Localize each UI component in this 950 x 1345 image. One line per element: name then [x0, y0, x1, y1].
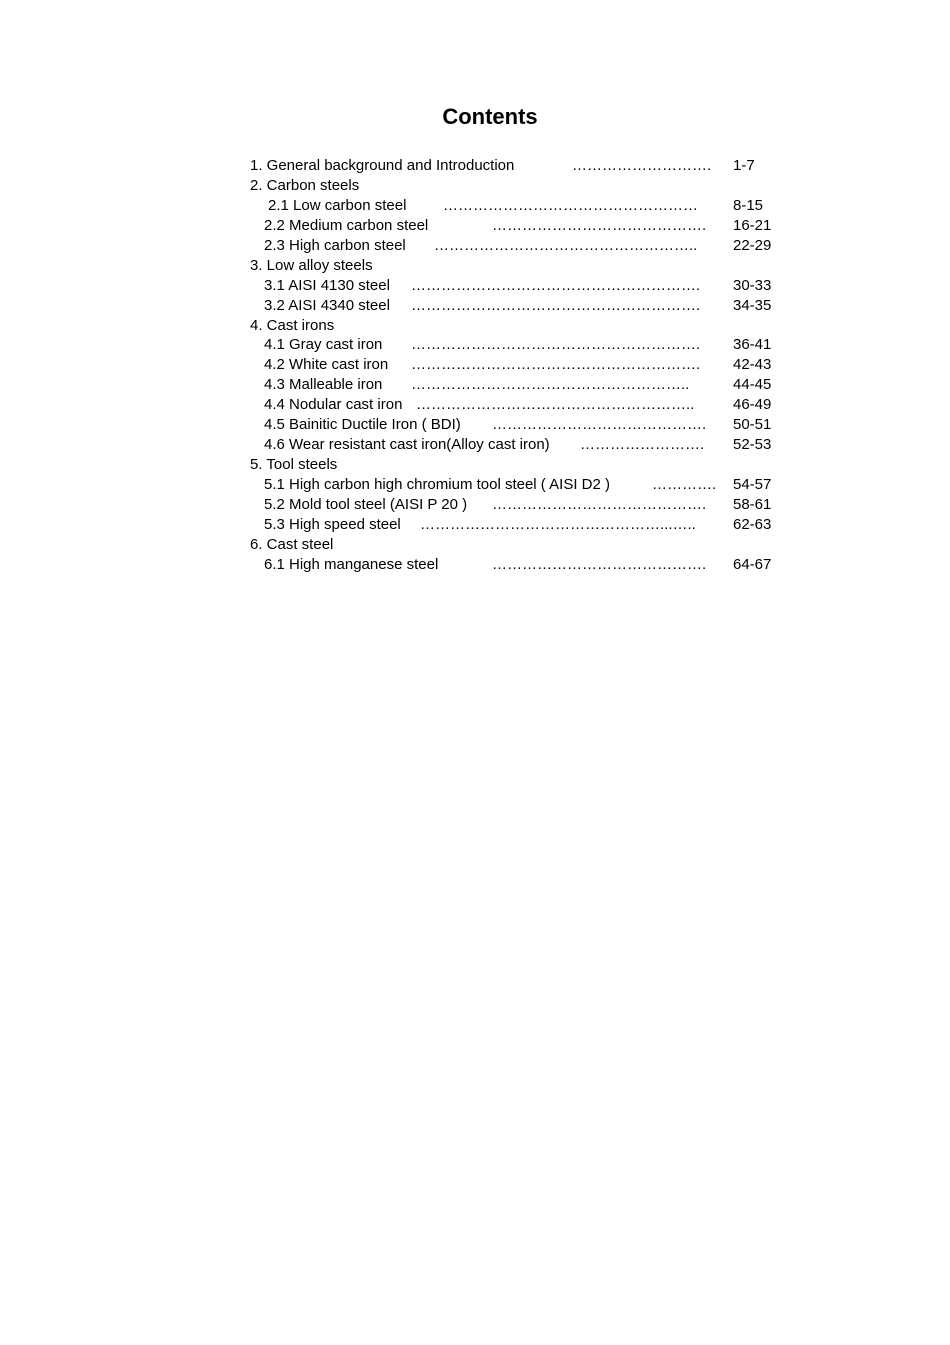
toc-page-number: 44-45: [733, 376, 772, 394]
toc-leader-dots: …………………….: [580, 436, 705, 454]
toc-entry-label: 2.1 Low carbon steel: [268, 196, 407, 214]
toc-entry: [250, 156, 780, 176]
toc-page-number: 30-33: [733, 276, 772, 294]
toc-entry: [250, 216, 780, 236]
toc-page-number: 64-67: [733, 555, 772, 573]
toc-leader-dots: …………………………………….: [492, 416, 707, 434]
toc-leader-dots: ……………………………………………..: [434, 236, 698, 254]
toc-entry: [250, 176, 780, 196]
toc-entry-label: 3.1 AISI 4130 steel: [264, 276, 390, 294]
toc-entry-label: 4. Cast irons: [250, 316, 335, 334]
toc-entry: [250, 335, 780, 355]
toc-entry-label: 1. General background and Introduction: [250, 157, 515, 174]
toc-entry-label: 5.2 Mold tool steel (AISI P 20 ): [264, 495, 468, 513]
toc-entry-label: 4.4 Nodular cast iron: [264, 396, 403, 414]
toc-leader-dots: ………………………………………………….: [411, 276, 701, 294]
toc-leader-dots: ……………………….: [572, 157, 712, 174]
toc-leader-dots: ………………………………………………….: [411, 356, 701, 374]
toc-entry-label: 2.3 High carbon steel: [264, 236, 406, 254]
toc-entry: [250, 296, 780, 316]
toc-page-number: 42-43: [733, 356, 772, 374]
toc-entry-label: 5. Tool steels: [250, 456, 338, 474]
toc-leader-dots: …………………………………….: [492, 216, 707, 234]
toc-entry: [250, 495, 780, 515]
toc-page-number: 22-29: [733, 236, 772, 254]
toc-entry: [250, 535, 780, 555]
toc-entry-label: 4.6 Wear resistant cast iron(Alloy cast iron): [264, 436, 550, 454]
toc-page-number: 46-49: [733, 396, 772, 414]
toc-entry: [250, 236, 780, 256]
toc-entry-label: 5.1 High carbon high chromium tool steel ( AISI D2 ): [264, 476, 610, 493]
toc-leader-dots: ………………………………………………….: [411, 296, 701, 314]
toc-entry: [250, 435, 780, 455]
toc-entry-label: 6.1 High manganese steel: [264, 555, 439, 573]
toc-entry: [250, 276, 780, 296]
toc-page-number: 58-61: [733, 495, 772, 513]
toc-leader-dots: ……………………………………………: [443, 196, 698, 214]
toc-page-number: 54-57: [733, 476, 772, 493]
toc-entry-label: 2.2 Medium carbon steel: [264, 216, 429, 234]
toc-page-number: 1-7: [733, 157, 755, 174]
toc-entry-label: 4.2 White cast iron: [264, 356, 389, 374]
toc-entry-label: 3. Low alloy steels: [250, 256, 373, 274]
toc-entry: [250, 316, 780, 336]
toc-leader-dots: ………………………………………………..: [411, 376, 690, 394]
toc-leader-dots: ………………………………………………..: [416, 396, 695, 414]
toc-entry: [250, 395, 780, 415]
toc-leader-dots: …………………………………….: [492, 555, 707, 573]
toc-page-number: 36-41: [733, 336, 772, 354]
toc-entry: [250, 415, 780, 435]
toc-page-number: 34-35: [733, 296, 772, 314]
toc-entry: [250, 375, 780, 395]
toc-page-number: 8-15: [733, 196, 764, 214]
toc-entry: [250, 196, 780, 216]
toc-entry-label: 3.2 AISI 4340 steel: [264, 296, 390, 314]
toc-leader-dots: …………………………………………...…..: [420, 515, 696, 533]
toc-page-number: 52-53: [733, 436, 772, 454]
toc-entry-label: 5.3 High speed steel: [264, 515, 401, 533]
toc-leader-dots: ………………………………………………….: [411, 336, 701, 354]
table-of-contents: [250, 156, 780, 575]
toc-leader-dots: ………….: [652, 476, 717, 493]
toc-page-number: 62-63: [733, 515, 772, 533]
page-title: Contents: [442, 104, 538, 129]
toc-entry-label: 2. Carbon steels: [250, 176, 360, 194]
toc-entry: [250, 475, 780, 495]
toc-page-number: 50-51: [733, 416, 772, 434]
toc-entry: [250, 555, 780, 575]
toc-page-number: 16-21: [733, 216, 772, 234]
toc-entry: [250, 256, 780, 276]
toc-leader-dots: …………………………………….: [492, 495, 707, 513]
toc-entry-label: 4.5 Bainitic Ductile Iron ( BDI): [264, 416, 461, 434]
toc-entry: [250, 515, 780, 535]
toc-entry: [250, 455, 780, 475]
toc-entry: [250, 355, 780, 375]
toc-entry-label: 4.3 Malleable iron: [264, 376, 383, 394]
toc-entry-label: 6. Cast steel: [250, 535, 334, 553]
toc-entry-label: 4.1 Gray cast iron: [264, 336, 383, 354]
